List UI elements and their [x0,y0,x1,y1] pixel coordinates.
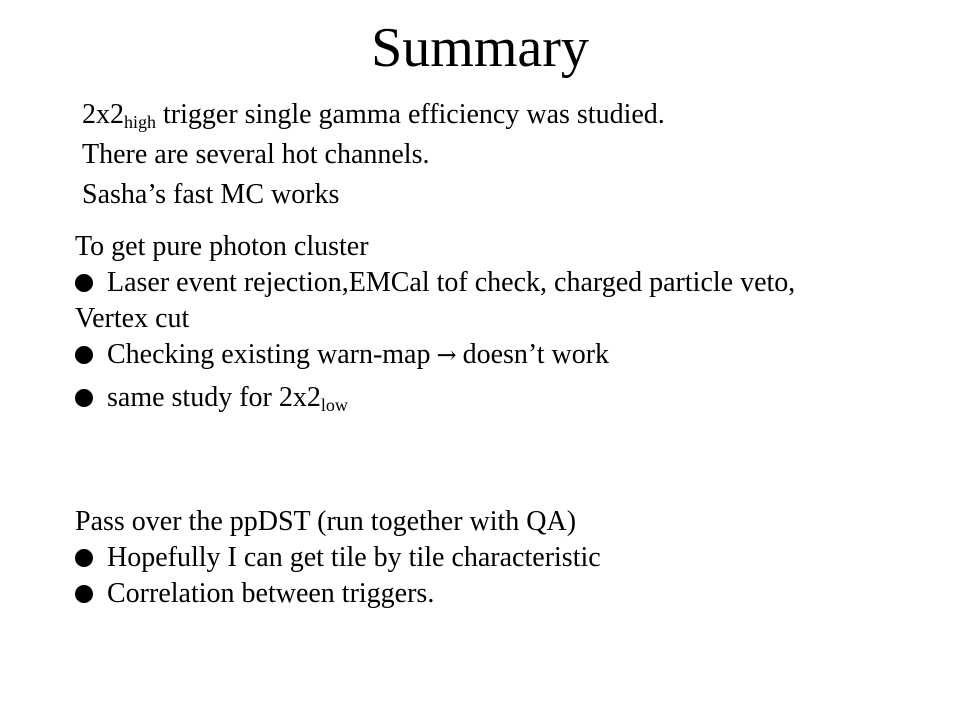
ppdst-block [75,504,601,612]
pure-photon-heading: To get pure photon cluster [75,231,369,262]
bullet-text: Hopefully I can get tile by tile characteristic [107,542,601,573]
bullet-text: same study for 2x2 [107,382,321,413]
pure-photon-bullet-low-study [75,373,795,423]
bullet-icon [75,274,93,292]
bullet-icon [75,346,93,364]
bullet-icon [75,585,93,603]
status-line-fast-mc: Sasha’s fast MC works [82,179,340,210]
status-line-hot-channels: There are several hot channels. [82,139,430,170]
trigger-efficiency-text: trigger single gamma efficiency was studied. [156,99,665,130]
bullet-text: Correlation between triggers. [107,578,435,609]
trigger-name: 2x2 [82,99,124,130]
trigger-subscript-high: high [124,112,157,132]
status-block [82,95,665,215]
ppdst-bullet-tile [75,540,601,576]
bullet-icon [75,389,93,407]
status-line-trigger-efficiency [82,95,665,135]
bullet-text-result: doesn’t work [462,339,610,370]
trigger-subscript-low: low [320,395,348,415]
pure-photon-block [75,229,795,423]
right-arrow-icon: → [436,341,457,369]
pure-photon-bullet-cuts-continued: Vertex cut [75,303,190,334]
pure-photon-bullet-warn-map [75,337,795,373]
ppdst-bullet-correlation [75,576,601,612]
pure-photon-bullet-cuts [75,265,795,301]
bullet-text: Laser event rejection,EMCal tof check, charged particle veto, [107,267,796,298]
ppdst-heading: Pass over the ppDST (run together with QA) [75,506,577,537]
slide-title: Summary [371,17,589,79]
bullet-icon [75,549,93,567]
bullet-text: Checking existing warn-map [107,339,431,370]
